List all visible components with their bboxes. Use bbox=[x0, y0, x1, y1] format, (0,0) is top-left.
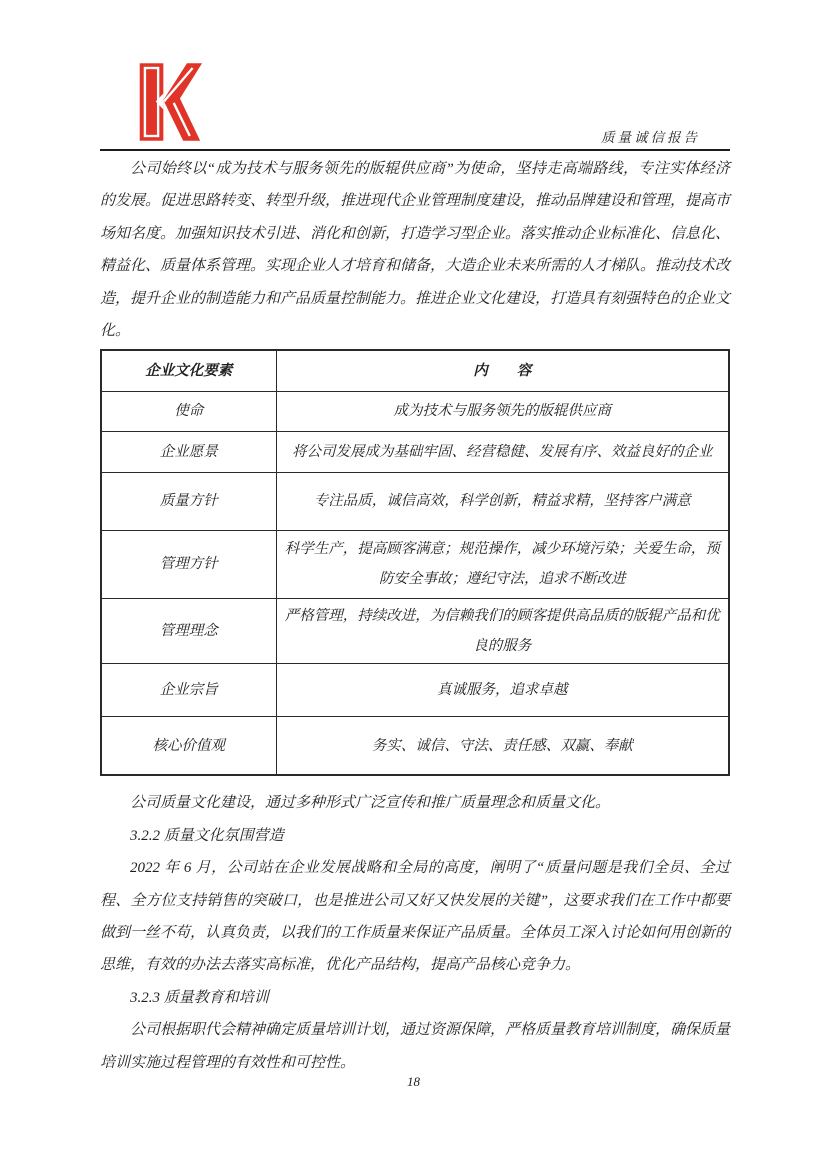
corporate-culture-table bbox=[100, 349, 730, 776]
table-row bbox=[101, 431, 729, 472]
table-row bbox=[101, 716, 729, 775]
intro-paragraph: 公司始终以“成为技术与服务领先的版辊供应商”为使命，坚持走高端路线，专注实体经济的发展。促进思路转变、转型升级，推进现代企业管理制度建设，推动品牌建设和管理，提高市场知名度。加强知识技术引进、消化和创新，打造学习型企业。落实推动企业标准化、信息化、精益化、质量体系管理。实现企业人才培育和储备，大造企业未来所需的人才梯队。推动技术改造，提升企业的制造能力和产品质量控制能力。推进企业文化建设，打造具有刻强特色的企业文化。 bbox=[100, 161, 731, 340]
table-cell: 科学生产，提高顾客满意；规范操作，减少环境污染；关爱生命，预防安全事故；遵纪守法，追求不断改进 bbox=[276, 530, 729, 598]
table-cell: 成为技术与服务领先的版辊供应商 bbox=[276, 391, 729, 431]
table-header-row bbox=[101, 350, 729, 391]
table-cell: 将公司发展成为基础牢固、经营稳健、发展有序、效益良好的企业 bbox=[276, 431, 729, 472]
table-row bbox=[101, 391, 729, 431]
after-table-paragraph: 公司质量文化建设，通过多种形式广泛宣传和推广质量理念和质量文化。 bbox=[130, 795, 611, 812]
table-row-label: 管理理念 bbox=[101, 598, 276, 663]
table-cell: 严格管理，持续改进，为信赖我们的顾客提供高品质的版辊产品和优良的服务 bbox=[276, 598, 729, 663]
table-row bbox=[101, 598, 729, 663]
table-row-label: 管理方针 bbox=[101, 530, 276, 598]
section-322-heading: 3.2.2 质量文化氛围营造 bbox=[130, 827, 284, 844]
table-row-label: 核心价值观 bbox=[101, 716, 276, 775]
page-number: 18 bbox=[407, 1074, 420, 1089]
company-logo-k-icon bbox=[135, 60, 203, 144]
table-cell: 专注品质，诚信高效，科学创新，精益求精，坚持客户满意 bbox=[276, 472, 729, 530]
page-content bbox=[100, 153, 730, 1079]
table-row bbox=[101, 472, 729, 530]
section-323-heading: 3.2.3 质量教育和培训 bbox=[130, 989, 269, 1006]
table-header-content: 内 容 bbox=[276, 350, 729, 391]
table-row bbox=[101, 530, 729, 598]
table-row-label: 使命 bbox=[101, 391, 276, 431]
header-divider bbox=[100, 149, 730, 151]
table-row-label: 企业宗旨 bbox=[101, 663, 276, 716]
table-row-label: 企业愿景 bbox=[101, 431, 276, 472]
table-header-element: 企业文化要素 bbox=[101, 350, 276, 391]
table-row-label: 质量方针 bbox=[101, 472, 276, 530]
table-cell: 务实、诚信、守法、责任感、双赢、奉献 bbox=[276, 716, 729, 775]
table-row bbox=[101, 663, 729, 716]
header-doc-title: 质量诚信报告 bbox=[601, 130, 700, 145]
section-323-paragraph: 公司根据职代会精神确定质量培训计划，通过资源保障，严格质量教育培训制度，确保质量培训实施过程管理的有效性和可控性。 bbox=[100, 1022, 731, 1071]
section-322-paragraph: 2022 年 6 月，公司站在企业发展战略和全局的高度，阐明了“质量问题是我们全员、全过程、全方位支持销售的突破口，也是推进公司又好又快发展的关键”，这要求我们在工作中都要做到一丝不苟，认真负责，以我们的工作质量来保证产品质量。全体员工深入讨论如何用创新的思维，有效的办法去落实高标准，优化产品结构，提高产品核心竞争力。 bbox=[100, 860, 731, 974]
table-cell: 真诚服务，追求卓越 bbox=[276, 663, 729, 716]
